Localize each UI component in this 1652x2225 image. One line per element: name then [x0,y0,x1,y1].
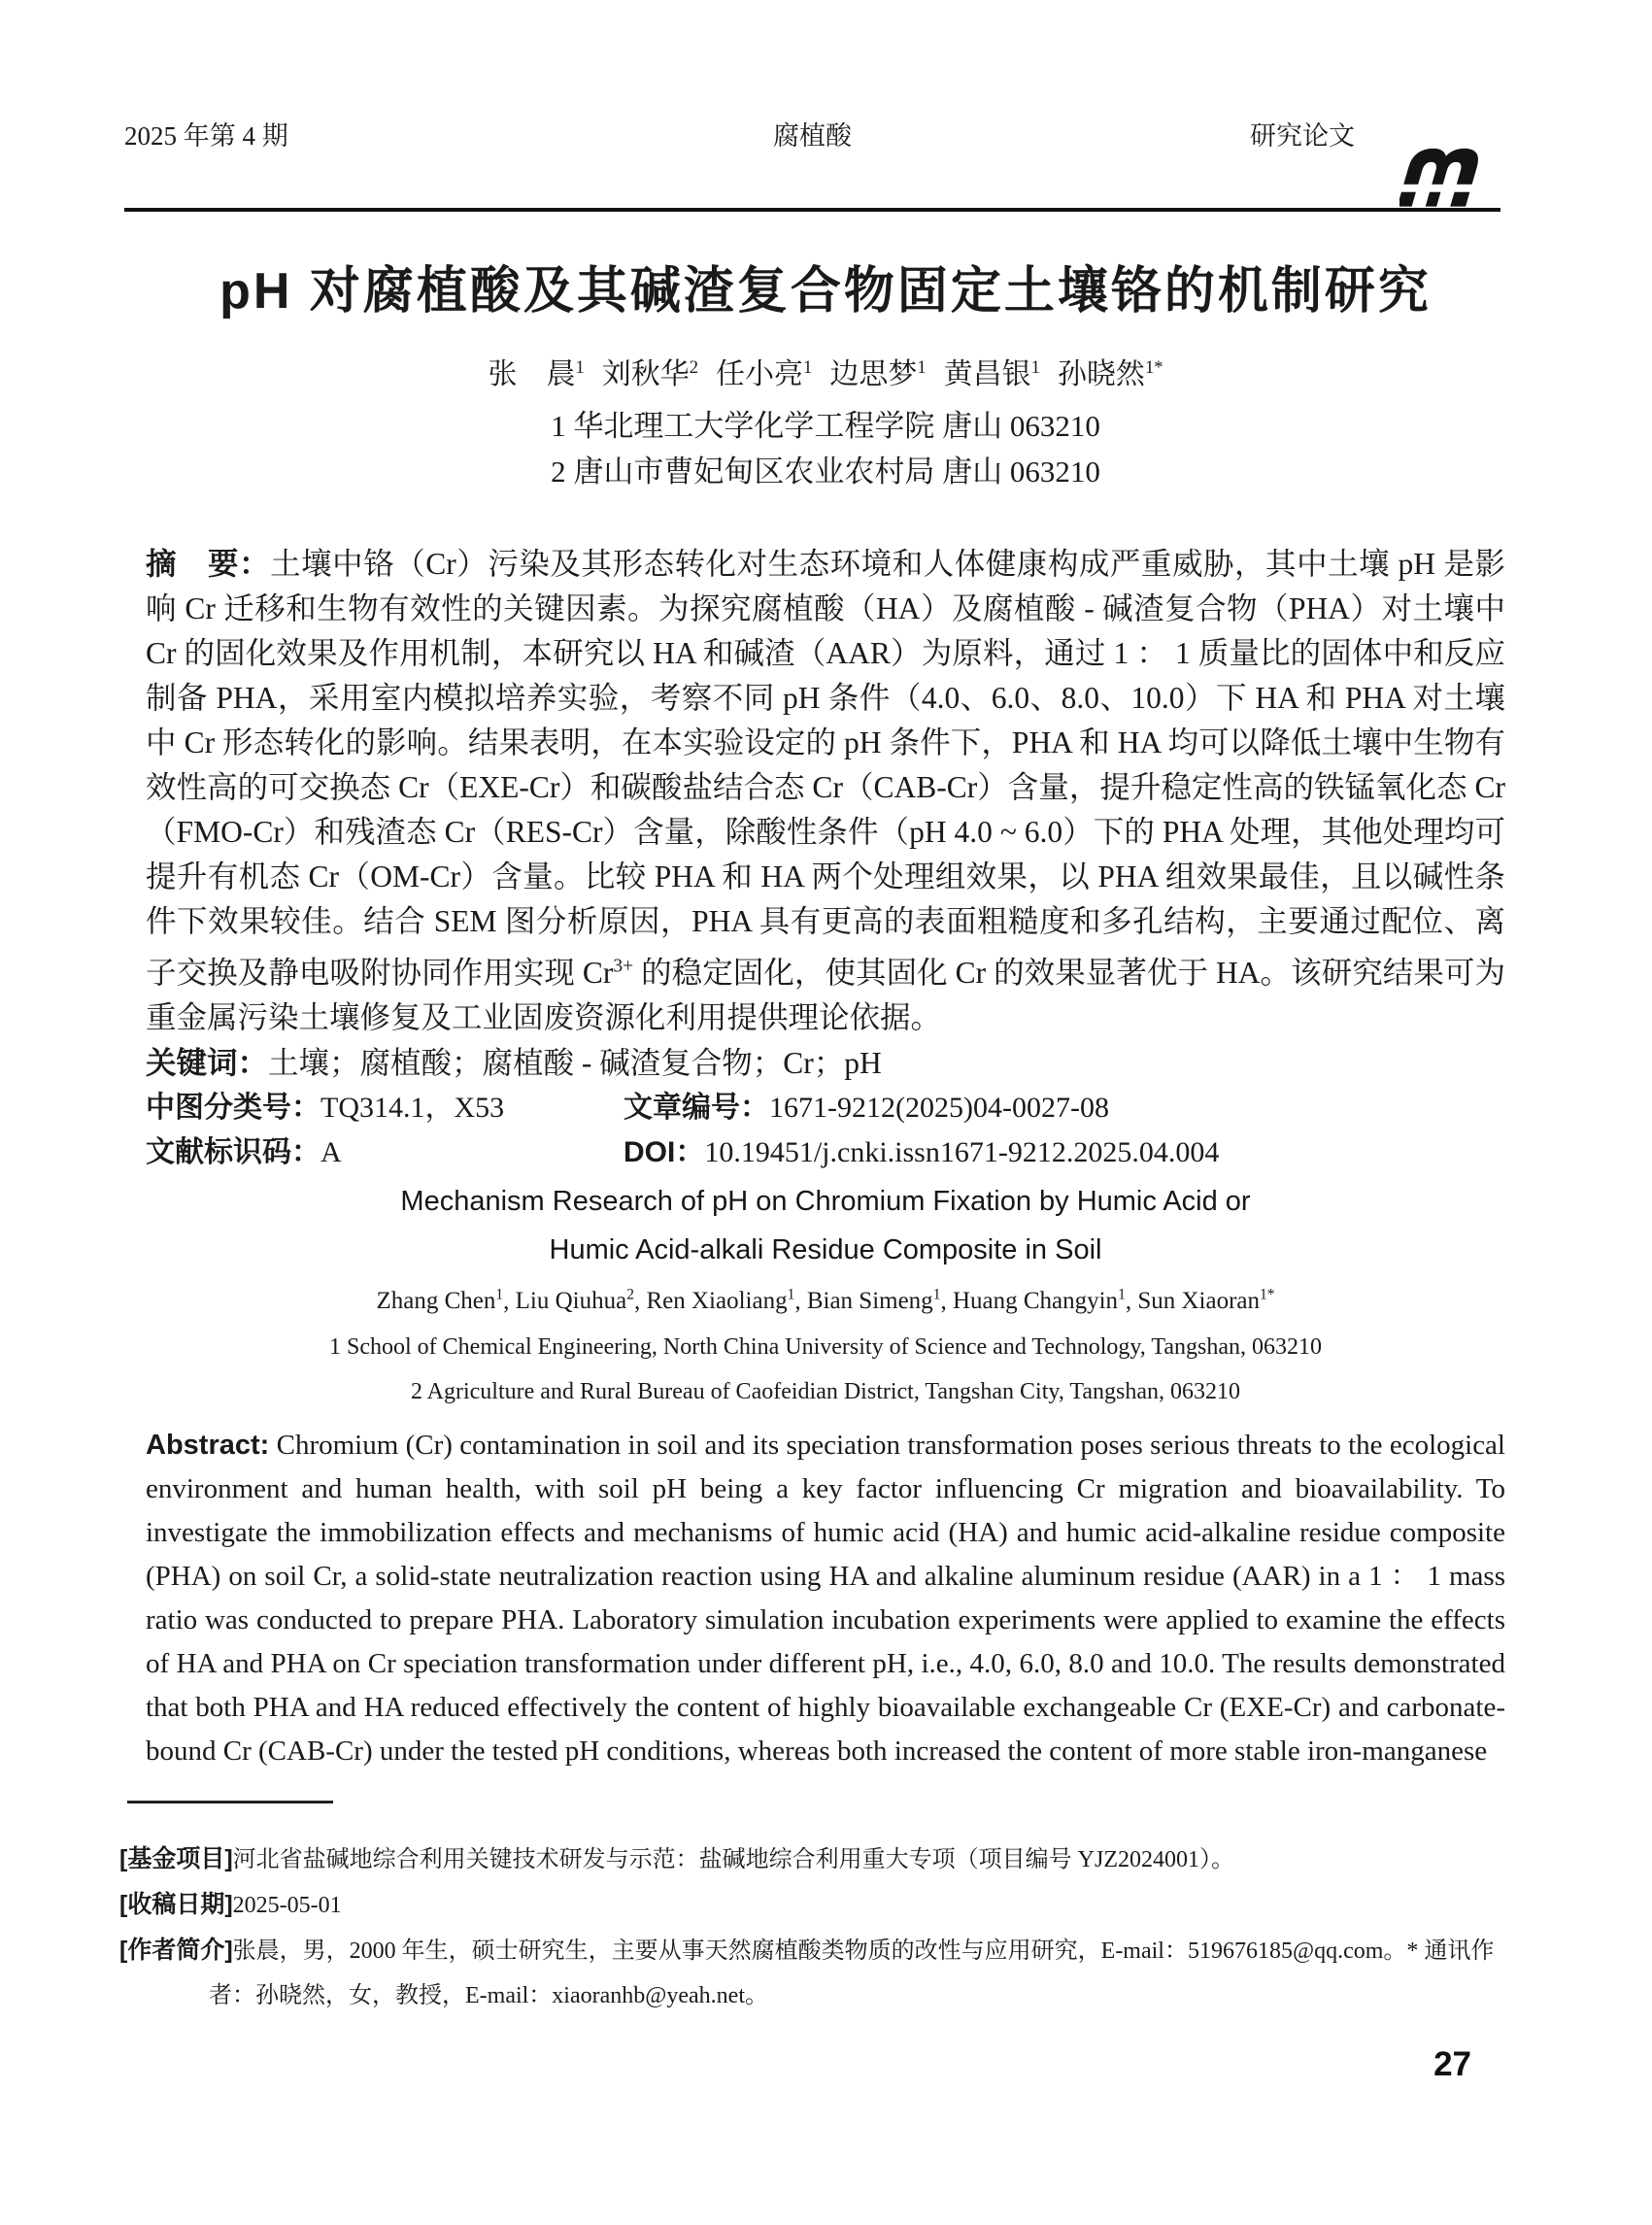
footnote-author-bio [119,1928,1510,2018]
article-title-cn: pH 对腐植酸及其碱渣复合物固定土壤铬的机制研究 [219,263,1432,320]
affiliation-en-1: 1 School of Chemical Engineering, North China University of Science and Technology, Tangshan, 063210 [329,1333,1322,1360]
abstract-en-label: Abstract: [146,1429,270,1461]
header-rule [124,208,1500,212]
article-title-en-line1: Mechanism Research of pH on Chromium Fixation by Humic Acid or [400,1185,1251,1217]
meta-row-2 [146,1130,1505,1175]
header-issue: 2025 年第 4 期 [124,121,288,151]
footnote-funding-label: [基金项目] [119,1845,233,1872]
keywords-label: 关键词： [146,1044,269,1080]
doi-label: DOI： [624,1135,705,1168]
page-number: 27 [1433,2045,1471,2083]
author: Sun Xiaoran$^{1*}$ [1137,1286,1275,1314]
header-journal-name: 腐植酸 [773,121,852,151]
author: 孙晓然$^{1*}$ [1057,357,1163,390]
footnote-author-bio-text: 张晨，男，2000 年生，硕士研究生，主要从事天然腐植酸类物质的改性与应用研究，E-mail：519676185@qq.com。* 通讯作者：孙晓然，女，教授，E-mail：xiaoranhb@yeah.net。 [209,1938,1495,2008]
clc-value: TQ314.1，X53 [320,1091,505,1124]
abstract-en-text: Chromium (Cr) contamination in soil and its speciation transformation poses serious threats to the ecological environment and human health, with soil pH being a key factor influencing Cr migration and bioavailability. To investigate the immobilization effects and mechanisms of humic acid (HA) and humic acid-alkaline residue composite (PHA) on soil Cr, a solid-state neutralization reaction using HA and alkaline aluminum residue (AAR) in a 1 ： 1 mass ratio was conducted to prepare PHA. Laboratory simulation incubation experiments were applied to examine the effects of HA and PHA on Cr speciation transformation under different pH, i.e., 4.0, 6.0, 8.0 and 10.0. The results demonstrated that both PHA and HA reduced effectively the content of highly bioavailable exchangeable Cr (EXE-Cr) and carbonate-bound Cr (CAB-Cr) under the tested pH conditions, whereas both increased the content of more stable iron-manganese [146,1429,1505,1767]
page-header [124,105,1500,212]
article-number-value: 1671-9212(2025)04-0027-08 [769,1091,1109,1124]
doi-value: 10.19451/j.cnki.issn1671-9212.2025.04.004 [704,1135,1220,1168]
article-body [146,262,1505,1773]
author: Ren Xiaoliang$^1$ [646,1286,795,1314]
footnote-funding-text: 河北省盐碱地综合利用关键技术研发与示范：盐碱地综合利用重大专项（项目编号 YJZ2024001）。 [232,1847,1234,1872]
footnote-received-date [119,1882,1510,1928]
article-title-en-line2: Humic Acid-alkali Residue Composite in Soil [549,1233,1102,1265]
affiliation-cn-2: 2 唐山市曹妃甸区农业农村局 唐山 063210 [551,455,1100,489]
authors-cn [146,346,1505,397]
journal-logo-icon [1399,145,1485,207]
document-code-value: A [320,1135,342,1168]
affiliation-cn-1: 1 华北理工大学化学工程学院 唐山 063210 [551,409,1100,443]
keywords-cn [146,1040,1505,1086]
author: Huang Changyin$^1$ [952,1286,1126,1314]
meta-row-1 [146,1086,1505,1130]
footnote-received-label: [收稿日期] [119,1891,233,1918]
footnote-author-bio-label: [作者简介] [119,1937,233,1964]
footnotes [119,1801,1510,2018]
affiliation-en-2: 2 Agriculture and Rural Bureau of Caofeidian District, Tangshan City, Tangshan, 063210 [410,1378,1241,1404]
author: Zhang Chen$^1$ [376,1286,504,1314]
keywords-value: 土壤；腐植酸；腐植酸 - 碱渣复合物；Cr；pH [268,1045,882,1080]
abstract-cn-text: 土壤中铬（Cr）污染及其形态转化对生态环境和人体健康构成严重威胁，其中土壤 pH 是影响 Cr 迁移和生物有效性的关键因素。为探究腐植酸（HA）及腐植酸 - 碱渣复合物（PHA）对土壤中 Cr 的固化效果及作用机制，本研究以 HA 和碱渣（AAR）为原料，通过 1 ： 1 质量比的固体中和反应制备 PHA，采用室内模拟培养实验，考察不同 pH 条件（4.0、6.0、8.0、10.0）下 HA 和 PHA 对土壤中 Cr 形态转化的影响。结果表明，在本实验设定的 pH 条件下，PHA 和 HA 均可以降低土壤中生物有效性高的可交换态 Cr（EXE-Cr）和碳酸盐结合态 Cr（CAB-Cr）含量，提升稳定性高的铁锰氧化态 Cr（FMO-Cr）和残渣态 Cr（RES-Cr）含量，除酸性条件（pH 4.0 ~ 6.0）下的 PHA 处理，其他处理均可提升有机态 Cr（OM-Cr）含量。比较 PHA 和 HA 两个处理组效果，以 PHA 组效果最佳，且以碱性条件下效果较佳。结合 SEM 图分析原因，PHA 具有更高的表面粗糙度和多孔结构，主要通过配位、离子交换及静电吸附协同作用实现 $Cr^{3+}$ 的稳定固化，使其固化 Cr 的效果显著优于 HA。该研究结果可为重金属污染土壤修复及工业固废资源化利用提供理论依据。 [146,547,1505,1034]
document-code [146,1130,624,1175]
author: Liu Qiuhua$^2$ [515,1286,634,1314]
footnote-funding [119,1837,1510,1882]
clc-label: 中图分类号： [146,1091,320,1124]
abstract-en [146,1424,1505,1773]
author: Bian Simeng$^1$ [806,1286,941,1314]
document-code-label: 文献标识码： [146,1135,320,1168]
author: 任小亮$^1$ [716,357,813,390]
article-number-label: 文章编号： [624,1091,769,1124]
clc-number [146,1086,624,1130]
header-section-label: 研究论文 [1250,121,1355,151]
author: 刘秋华$^2$ [601,357,699,390]
footnote-rule [127,1801,333,1804]
author: 张 晨$^1$ [488,357,585,390]
abstract-cn [146,541,1505,1040]
article-number [624,1086,1505,1130]
doi [624,1130,1505,1175]
author: 边思梦$^1$ [829,357,927,390]
footnote-received-text: 2025-05-01 [232,1893,342,1918]
author: 黄昌银$^1$ [943,357,1040,390]
authors-en: Zhang Chen$^1$, Liu Qiuhua$^2$, Ren Xiaoliang$^1$, Bian Simeng$^1$, Huang Changyin$^1$, Sun Xiaoran$^{1*}$ [376,1286,1275,1314]
abstract-cn-label: 摘 要： [146,546,271,581]
